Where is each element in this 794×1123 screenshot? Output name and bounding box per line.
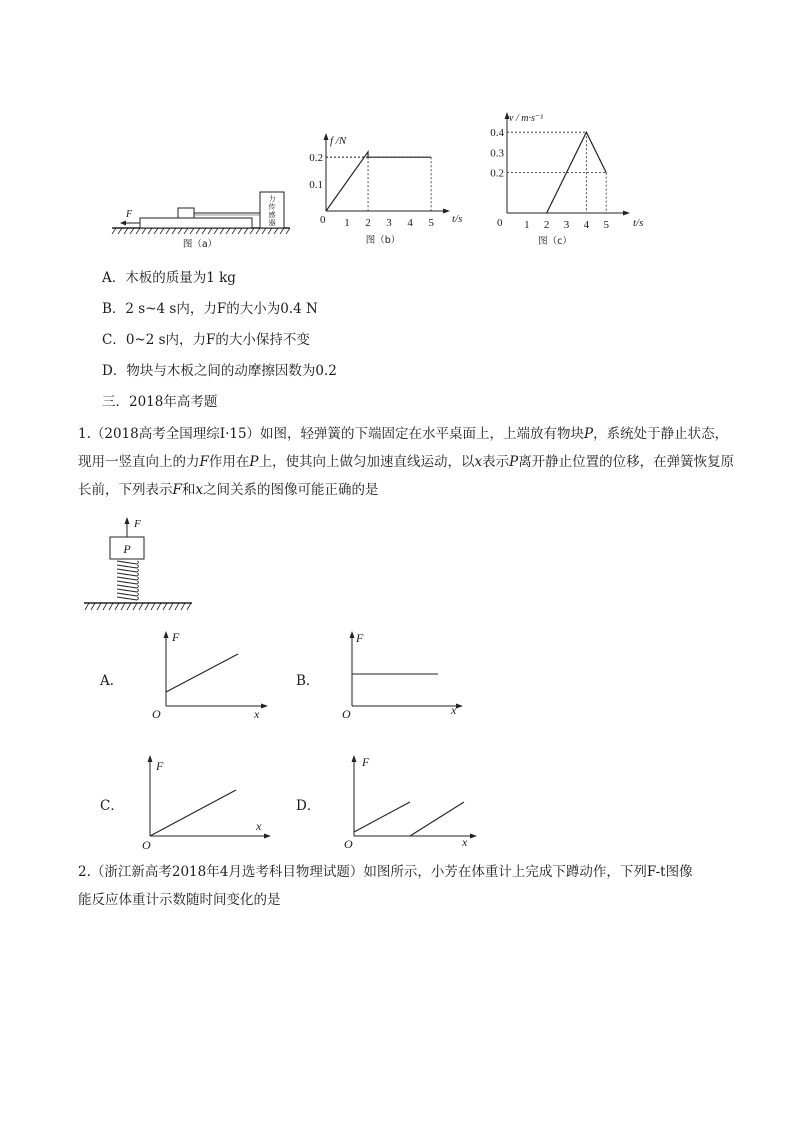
fig-a-force-label: F <box>126 209 133 220</box>
question-2-line-1: 2.（浙江新高考2018年4月选考科目物理试题）如图所示，小芳在体重计上完成下蹲动作，下列F-t图像 <box>78 864 693 880</box>
graph-c-line <box>150 790 236 836</box>
chart-b-xtick-3: 4 <box>407 217 413 229</box>
graph-d-label: D． <box>296 798 321 814</box>
option-a: A．木板的质量为1 kg <box>102 270 236 286</box>
graph-c-origin: O <box>142 838 151 852</box>
chart-b-xtick-0: 1 <box>344 217 350 229</box>
chart-c-x-arrow <box>623 211 630 216</box>
question-2-line-2: 能反应体重计示数随时间变化的是 <box>78 892 281 908</box>
graph-d-origin: O <box>344 837 353 851</box>
spring <box>117 561 137 600</box>
graph-a <box>148 628 273 723</box>
spring-figure <box>80 515 200 615</box>
chart-b-series-0 <box>326 152 431 211</box>
block <box>178 208 194 218</box>
graph-d-y-label: F <box>362 755 370 769</box>
fig-a-caption: 图（a） <box>182 239 218 250</box>
question-1: 1.（2018高考全国理综Ⅰ·15）如图，轻弹簧的下端固定在水平桌面上，上端放有物块P，系统处于静止状态，现用一竖直向上的力F作用在P上，使其向上做匀加速直线运动，以x表示P离开静止位置的位移，在弹簧恢复原长前，下列表示F和x之间关系的图像可能正确的是 <box>78 426 735 498</box>
chart-c-caption: 图（c） <box>538 236 572 247</box>
graph-d-x-label: x <box>462 835 468 849</box>
graph-c-label: C． <box>100 798 124 814</box>
chart-b-xtick-2: 3 <box>386 217 392 229</box>
chart-c-origin: 0 <box>497 217 503 229</box>
spring-force-label: F <box>134 518 141 530</box>
chart-b-origin: 0 <box>320 214 326 226</box>
chart-b-xtick-4: 5 <box>428 217 434 229</box>
chart-b-xtick-1: 2 <box>365 217 371 229</box>
graph-d-line-2 <box>410 802 464 836</box>
graph-d <box>336 752 486 852</box>
block-p-label: P <box>123 542 131 556</box>
chart-c-xtick-4: 5 <box>603 219 609 231</box>
chart-b-y-arrow <box>324 133 329 140</box>
option-b: B．2 s~4 s内，力F的大小为0.4 N <box>102 301 318 317</box>
graph-b-x-label: x <box>451 703 457 717</box>
option-c: C．0~2 s内，力F的大小保持不变 <box>102 332 310 348</box>
graph-a-line <box>166 654 238 692</box>
chart-c-xtick-3: 4 <box>583 219 590 231</box>
svg-text:器: 器 <box>268 219 276 227</box>
graph-a-label: A． <box>100 673 124 689</box>
svg-text:力: 力 <box>268 195 276 203</box>
chart-b-ylabel: f /N <box>330 135 347 147</box>
graph-a-x-label: x <box>254 707 260 721</box>
chart-b <box>300 125 485 250</box>
svg-text:传: 传 <box>268 203 276 211</box>
chart-b-ytick-1: 0.2 <box>309 152 323 165</box>
graph-b-origin: O <box>342 707 351 721</box>
chart-c <box>485 108 660 250</box>
graph-b <box>334 628 469 723</box>
chart-c-xtick-2: 3 <box>563 219 570 231</box>
chart-b-ytick-0: 0.1 <box>309 179 323 192</box>
graph-b-label: B． <box>296 673 320 689</box>
option-d: D．物块与木板之间的动摩擦因数为0.2 <box>102 363 337 379</box>
figure-a <box>110 186 300 252</box>
graph-c-y-label: F <box>156 759 164 773</box>
graph-d-line-1 <box>354 802 410 832</box>
chart-c-ytick-2: 0.4 <box>490 127 504 140</box>
graph-c-x-label: x <box>256 819 262 833</box>
graph-a-y-label: F <box>172 630 180 644</box>
chart-b-x-arrow <box>443 209 450 214</box>
graph-a-origin: O <box>152 707 161 721</box>
chart-c-ylabel: v / m·s⁻¹ <box>509 113 544 124</box>
chart-c-ytick-1: 0.3 <box>490 147 504 160</box>
chart-b-xlabel: t/s <box>452 213 463 225</box>
svg-text:感: 感 <box>268 211 276 219</box>
chart-c-xtick-1: 2 <box>543 219 550 231</box>
chart-c-xtick-0: 1 <box>524 219 530 231</box>
section-heading: 三．2018年高考题 <box>102 394 218 410</box>
chart-c-xlabel: t/s <box>633 217 644 229</box>
graph-c <box>138 752 278 852</box>
chart-c-ytick-0: 0.2 <box>490 167 504 180</box>
board <box>140 218 252 228</box>
chart-b-caption: 图（b） <box>365 235 401 246</box>
graph-b-y-label: F <box>356 631 364 645</box>
